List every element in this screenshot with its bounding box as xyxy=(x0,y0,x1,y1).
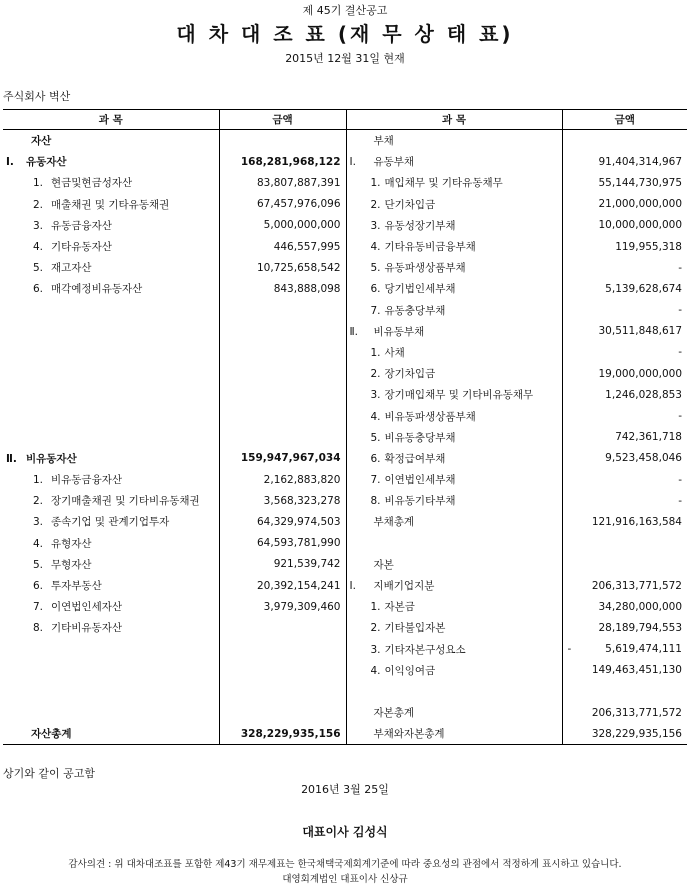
right-account-cell xyxy=(346,596,562,617)
left-account-label: 비유동금융자산 xyxy=(51,474,123,487)
left-account-number: 6. xyxy=(33,283,44,296)
left-account-cell xyxy=(3,427,219,448)
right-account-number: 8. xyxy=(370,495,381,508)
header-amount-left: 금액 xyxy=(219,110,346,130)
right-account-number: 3. xyxy=(370,643,381,656)
left-amount-cell xyxy=(219,639,346,660)
left-amount-cell xyxy=(219,702,346,723)
right-amount-value: 9,523,458,046 xyxy=(605,452,682,465)
left-account-cell xyxy=(3,384,219,405)
right-amount-value: 5,139,628,674 xyxy=(605,282,682,295)
right-amount-value: 328,229,935,156 xyxy=(591,727,682,740)
left-amount-cell xyxy=(219,490,346,511)
right-account-number: 5. xyxy=(370,262,381,275)
left-amount-cell xyxy=(219,384,346,405)
table-row xyxy=(3,321,687,342)
left-amount-value: 5,000,000,000 xyxy=(263,219,341,232)
right-amount-value: 1,246,028,853 xyxy=(605,388,682,401)
right-amount-value: - xyxy=(678,473,682,486)
right-account-cell xyxy=(346,300,562,321)
right-amount-value: - xyxy=(678,346,682,359)
right-account-number: 2. xyxy=(370,368,381,381)
right-amount-cell xyxy=(562,511,687,532)
table-row xyxy=(3,660,687,681)
right-account-number: 7. xyxy=(370,474,381,487)
right-account-label: 자본금 xyxy=(384,601,415,614)
right-amount-value: 28,189,794,553 xyxy=(598,621,682,634)
right-account-label: 이익잉여금 xyxy=(384,664,436,677)
table-row xyxy=(3,194,687,215)
left-amount-cell xyxy=(219,405,346,426)
right-account-number: 5. xyxy=(370,431,381,444)
right-account-label: 유동충당부채 xyxy=(384,304,446,317)
right-account-label: 지배기업지분 xyxy=(373,580,435,593)
table-row xyxy=(3,278,687,299)
right-amount-cell xyxy=(562,215,687,236)
right-account-number: 1. xyxy=(370,601,381,614)
right-amount-cell xyxy=(562,300,687,321)
left-amount-cell xyxy=(219,511,346,532)
right-amount-value: 206,313,771,572 xyxy=(591,579,682,592)
left-account-cell xyxy=(3,363,219,384)
right-account-cell xyxy=(346,617,562,638)
right-account-label: 기타유동비금융부채 xyxy=(384,241,476,254)
right-amount-cell xyxy=(562,363,687,384)
right-amount-cell xyxy=(562,427,687,448)
left-account-number: 2. xyxy=(33,198,44,211)
left-account-cell xyxy=(3,554,219,575)
right-amount-cell xyxy=(562,490,687,511)
right-amount-value: 10,000,000,000 xyxy=(598,219,682,232)
right-account-cell xyxy=(346,405,562,426)
left-account-cell xyxy=(3,533,219,554)
left-amount-value: 2,162,883,820 xyxy=(263,473,341,486)
right-account-label: 단기차입금 xyxy=(384,198,436,211)
left-account-label: 장기매출채권 및 기타비유동채권 xyxy=(51,495,200,508)
table-row xyxy=(3,533,687,554)
left-account-number: 3. xyxy=(33,219,44,232)
table-row xyxy=(3,384,687,405)
left-account-cell xyxy=(3,448,219,469)
right-account-number: 4. xyxy=(370,241,381,254)
right-account-cell xyxy=(346,702,562,723)
announcement-date: 2016년 3월 25일 xyxy=(301,783,389,796)
left-amount-cell xyxy=(219,427,346,448)
right-amount-cell xyxy=(562,448,687,469)
table-row xyxy=(3,681,687,702)
right-account-number: Ⅰ. xyxy=(349,580,356,593)
right-account-cell xyxy=(346,723,562,745)
right-amount-value: 55,144,730,975 xyxy=(598,176,682,189)
left-account-number: 1. xyxy=(33,474,44,487)
right-amount-cell xyxy=(562,681,687,702)
right-amount-cell xyxy=(562,596,687,617)
balance-sheet-body xyxy=(3,130,687,745)
right-account-label: 장기매입채무 및 기타비유동채무 xyxy=(384,389,534,402)
left-account-label: 현금및현금성자산 xyxy=(51,177,133,190)
right-account-cell xyxy=(346,469,562,490)
right-account-cell xyxy=(346,427,562,448)
left-account-number: 1. xyxy=(33,177,44,190)
left-account-cell xyxy=(3,278,219,299)
right-account-number: Ⅰ. xyxy=(349,156,356,169)
left-account-label: 비유동자산 xyxy=(26,452,77,465)
right-account-label: 비유동충당부채 xyxy=(384,431,456,444)
table-header-row xyxy=(3,110,687,130)
left-account-cell xyxy=(3,639,219,660)
left-account-number: 8. xyxy=(33,622,44,635)
left-account-label: 기타유동자산 xyxy=(51,241,112,254)
right-amount-cell xyxy=(562,617,687,638)
left-account-label: 이연법인세자산 xyxy=(51,601,123,614)
right-amount-cell xyxy=(562,278,687,299)
left-account-label: 유동금융자산 xyxy=(51,219,112,232)
right-account-number: Ⅱ. xyxy=(349,325,359,338)
left-account-number: 4. xyxy=(33,537,44,550)
right-account-label: 장기차입금 xyxy=(384,368,436,381)
table-row xyxy=(3,723,687,745)
table-row xyxy=(3,469,687,490)
left-account-label: 자산 xyxy=(31,135,52,148)
right-account-label: 비유동기타부채 xyxy=(384,495,456,508)
right-amount-value: 91,404,314,967 xyxy=(598,155,682,168)
left-amount-cell xyxy=(219,194,346,215)
right-account-label: 확정급여부채 xyxy=(384,452,446,465)
right-amount-cell xyxy=(562,151,687,172)
table-row xyxy=(3,172,687,193)
left-account-number: Ⅰ. xyxy=(6,156,14,169)
right-account-cell xyxy=(346,554,562,575)
table-row xyxy=(3,427,687,448)
left-account-label: 종속기업 및 관계기업투자 xyxy=(51,516,170,529)
right-account-number: 1. xyxy=(370,346,381,359)
right-account-number: 4. xyxy=(370,664,381,677)
left-account-label: 무형자산 xyxy=(51,558,92,571)
right-amount-value: 149,463,451,130 xyxy=(591,664,682,677)
left-amount-value: 3,979,309,460 xyxy=(263,600,341,613)
right-amount-cell xyxy=(562,533,687,554)
right-account-cell xyxy=(346,660,562,681)
left-account-label: 유동자산 xyxy=(26,156,67,169)
header-account-left: 과 목 xyxy=(3,110,219,130)
right-account-label: 기타자본구성요소 xyxy=(384,643,466,656)
right-amount-value: 5,619,474,111 xyxy=(605,643,682,656)
table-row xyxy=(3,342,687,363)
left-amount-cell xyxy=(219,278,346,299)
right-account-cell xyxy=(346,257,562,278)
auditor-name: 대영회계법인 대표이사 신상규 xyxy=(282,874,408,885)
left-account-number: Ⅱ. xyxy=(6,452,17,465)
left-amount-cell xyxy=(219,596,346,617)
right-account-cell xyxy=(346,363,562,384)
left-amount-cell xyxy=(219,723,346,745)
left-amount-cell xyxy=(219,300,346,321)
left-account-cell xyxy=(3,617,219,638)
right-amount-cell xyxy=(562,405,687,426)
right-account-label: 부채총계 xyxy=(373,516,415,529)
left-account-number: 2. xyxy=(33,495,44,508)
left-amount-cell xyxy=(219,363,346,384)
right-amount-cell xyxy=(562,723,687,745)
left-amount-value: 20,392,154,241 xyxy=(257,579,341,592)
left-amount-cell xyxy=(219,130,346,152)
left-account-label: 재고자산 xyxy=(51,262,92,275)
right-amount-value: 34,280,000,000 xyxy=(598,600,682,613)
right-account-label: 매입채무 및 기타유동채무 xyxy=(384,177,503,190)
left-amount-cell xyxy=(219,151,346,172)
left-account-label: 기타비유동자산 xyxy=(51,622,123,635)
right-amount-cell xyxy=(562,469,687,490)
ceo-name: 대표이사 김성식 xyxy=(302,825,388,839)
right-amount-value: 19,000,000,000 xyxy=(598,367,682,380)
right-account-label: 부채 xyxy=(373,135,394,148)
left-account-cell xyxy=(3,490,219,511)
right-account-number: 6. xyxy=(370,452,381,465)
right-account-label: 당기법인세부채 xyxy=(384,283,456,296)
table-row xyxy=(3,554,687,575)
left-amount-value: 921,539,742 xyxy=(273,558,341,571)
right-amount-value: 206,313,771,572 xyxy=(591,706,682,719)
left-amount-value: 83,807,887,391 xyxy=(257,176,341,189)
right-account-label: 이연법인세부채 xyxy=(384,474,456,487)
table-row xyxy=(3,215,687,236)
header-account-right: 과 목 xyxy=(346,110,562,130)
right-account-cell xyxy=(346,448,562,469)
left-amount-value: 10,725,658,542 xyxy=(257,261,341,274)
left-account-label: 매각예정비유동자산 xyxy=(51,283,143,296)
left-account-label: 투자부동산 xyxy=(51,580,102,593)
right-account-label: 유동부채 xyxy=(373,156,415,169)
left-account-cell xyxy=(3,702,219,723)
document-title: 대 차 대 조 표 (재 무 상 태 표) xyxy=(176,22,514,46)
right-account-label: 사채 xyxy=(384,346,405,359)
table-row xyxy=(3,151,687,172)
table-row xyxy=(3,405,687,426)
right-account-cell xyxy=(346,511,562,532)
left-account-cell xyxy=(3,575,219,596)
left-account-number: 5. xyxy=(33,262,44,275)
right-amount-cell xyxy=(562,660,687,681)
right-amount-value: - xyxy=(678,494,682,507)
right-amount-value: 742,361,718 xyxy=(615,431,682,444)
left-amount-value: 159,947,967,034 xyxy=(240,452,341,465)
right-account-label: 자본 xyxy=(373,558,394,571)
left-account-label: 자산총계 xyxy=(31,728,72,741)
table-row xyxy=(3,575,687,596)
right-amount-value: 30,511,848,617 xyxy=(598,325,682,338)
right-amount-cell xyxy=(562,342,687,363)
left-amount-value: 67,457,976,096 xyxy=(257,198,341,211)
right-amount-cell xyxy=(562,194,687,215)
left-account-cell xyxy=(3,151,219,172)
left-amount-cell xyxy=(219,236,346,257)
audit-opinion: 감사의견 : 위 대차대조표를 포함한 제43기 재무제표는 한국채택국제회계기준에 따라 중요성의 관점에서 적정하게 표시하고 있습니다. xyxy=(68,859,622,870)
right-account-cell xyxy=(346,342,562,363)
left-account-label: 매출채권 및 기타유동채권 xyxy=(51,198,170,211)
right-account-cell xyxy=(346,172,562,193)
table-row xyxy=(3,617,687,638)
company-name: 주식회사 벽산 xyxy=(3,90,71,103)
left-account-number: 3. xyxy=(33,516,44,529)
table-row xyxy=(3,363,687,384)
left-account-cell xyxy=(3,469,219,490)
left-amount-value: 64,593,781,990 xyxy=(257,537,341,550)
right-account-cell xyxy=(346,681,562,702)
right-amount-cell xyxy=(562,257,687,278)
left-amount-value: 446,557,995 xyxy=(273,240,341,253)
right-account-number: 1. xyxy=(370,177,381,190)
left-account-number: 4. xyxy=(33,241,44,254)
left-account-cell xyxy=(3,257,219,278)
left-account-number: 5. xyxy=(33,558,44,571)
right-account-number: 7. xyxy=(370,304,381,317)
right-account-label: 비유동파생상품부채 xyxy=(384,410,476,423)
right-amount-cell xyxy=(562,236,687,257)
left-amount-cell xyxy=(219,215,346,236)
right-account-cell xyxy=(346,194,562,215)
left-amount-cell xyxy=(219,342,346,363)
left-amount-cell xyxy=(219,575,346,596)
right-account-number: 6. xyxy=(370,283,381,296)
table-row xyxy=(3,300,687,321)
left-account-number: 6. xyxy=(33,580,44,593)
balance-sheet-table xyxy=(3,109,687,745)
right-account-number: 3. xyxy=(370,219,381,232)
table-row xyxy=(3,236,687,257)
right-account-label: 유동파생상품부채 xyxy=(384,262,466,275)
left-amount-cell xyxy=(219,681,346,702)
right-account-label: 유동성장기부채 xyxy=(384,219,456,232)
right-account-cell xyxy=(346,215,562,236)
left-account-cell xyxy=(3,172,219,193)
left-amount-cell xyxy=(219,660,346,681)
left-account-cell xyxy=(3,321,219,342)
right-account-number: 2. xyxy=(370,622,381,635)
right-account-label: 기타불입자본 xyxy=(384,622,446,635)
right-account-cell xyxy=(346,490,562,511)
table-row xyxy=(3,702,687,723)
right-account-number: 2. xyxy=(370,198,381,211)
header-amount-right: 금액 xyxy=(562,110,687,130)
left-amount-cell xyxy=(219,554,346,575)
table-row xyxy=(3,257,687,278)
right-account-cell xyxy=(346,384,562,405)
right-amount-cell xyxy=(562,639,687,660)
left-account-cell xyxy=(3,236,219,257)
right-account-cell xyxy=(346,236,562,257)
left-account-number: 7. xyxy=(33,601,44,614)
left-account-cell xyxy=(3,215,219,236)
right-account-number: 4. xyxy=(370,410,381,423)
left-account-cell xyxy=(3,194,219,215)
right-amount-value: - xyxy=(678,304,682,317)
left-amount-value: 3,568,323,278 xyxy=(263,494,341,507)
left-account-cell xyxy=(3,130,219,152)
right-amount-value: 119,955,318 xyxy=(615,240,682,253)
left-amount-value: 328,229,935,156 xyxy=(240,727,341,740)
left-account-cell xyxy=(3,511,219,532)
right-amount-cell xyxy=(562,702,687,723)
right-account-label: 비유동부채 xyxy=(373,325,425,338)
table-row xyxy=(3,639,687,660)
right-account-cell xyxy=(346,639,562,660)
left-amount-cell xyxy=(219,257,346,278)
left-amount-cell xyxy=(219,448,346,469)
left-account-cell xyxy=(3,342,219,363)
right-account-cell xyxy=(346,575,562,596)
left-account-cell xyxy=(3,660,219,681)
right-amount-cell xyxy=(562,575,687,596)
right-amount-cell xyxy=(562,130,687,152)
table-row xyxy=(3,596,687,617)
left-account-cell xyxy=(3,681,219,702)
left-amount-value: 168,281,968,122 xyxy=(240,155,341,168)
left-amount-value: 843,888,098 xyxy=(273,282,341,295)
right-amount-cell xyxy=(562,554,687,575)
left-amount-cell xyxy=(219,617,346,638)
right-account-cell xyxy=(346,130,562,152)
right-amount-cell xyxy=(562,321,687,342)
negative-mark: - xyxy=(567,643,572,656)
left-amount-value: 64,329,974,503 xyxy=(257,515,341,528)
as-of-date: 2015년 12월 31일 현재 xyxy=(285,52,405,65)
announcement-statement: 상기와 같이 공고함 xyxy=(3,767,96,780)
left-amount-cell xyxy=(219,469,346,490)
right-amount-value: - xyxy=(678,261,682,274)
left-amount-cell xyxy=(219,321,346,342)
left-account-label: 유형자산 xyxy=(51,537,92,550)
right-account-label: 자본총계 xyxy=(373,707,415,720)
table-row xyxy=(3,490,687,511)
left-account-cell xyxy=(3,405,219,426)
table-row xyxy=(3,448,687,469)
table-row xyxy=(3,511,687,532)
right-amount-value: 21,000,000,000 xyxy=(598,198,682,211)
right-account-cell xyxy=(346,278,562,299)
right-account-number: 3. xyxy=(370,389,381,402)
left-account-cell xyxy=(3,596,219,617)
right-account-label: 부채와자본총계 xyxy=(373,728,445,741)
right-amount-value: 121,916,163,584 xyxy=(591,515,682,528)
right-amount-cell xyxy=(562,384,687,405)
notice-title: 제 45기 결산공고 xyxy=(302,4,388,17)
right-account-cell xyxy=(346,533,562,554)
left-amount-cell xyxy=(219,533,346,554)
left-account-cell xyxy=(3,723,219,745)
right-account-cell xyxy=(346,151,562,172)
table-row xyxy=(3,130,687,152)
right-account-cell xyxy=(346,321,562,342)
left-account-cell xyxy=(3,300,219,321)
right-amount-cell xyxy=(562,172,687,193)
left-amount-cell xyxy=(219,172,346,193)
right-amount-value: - xyxy=(678,410,682,423)
